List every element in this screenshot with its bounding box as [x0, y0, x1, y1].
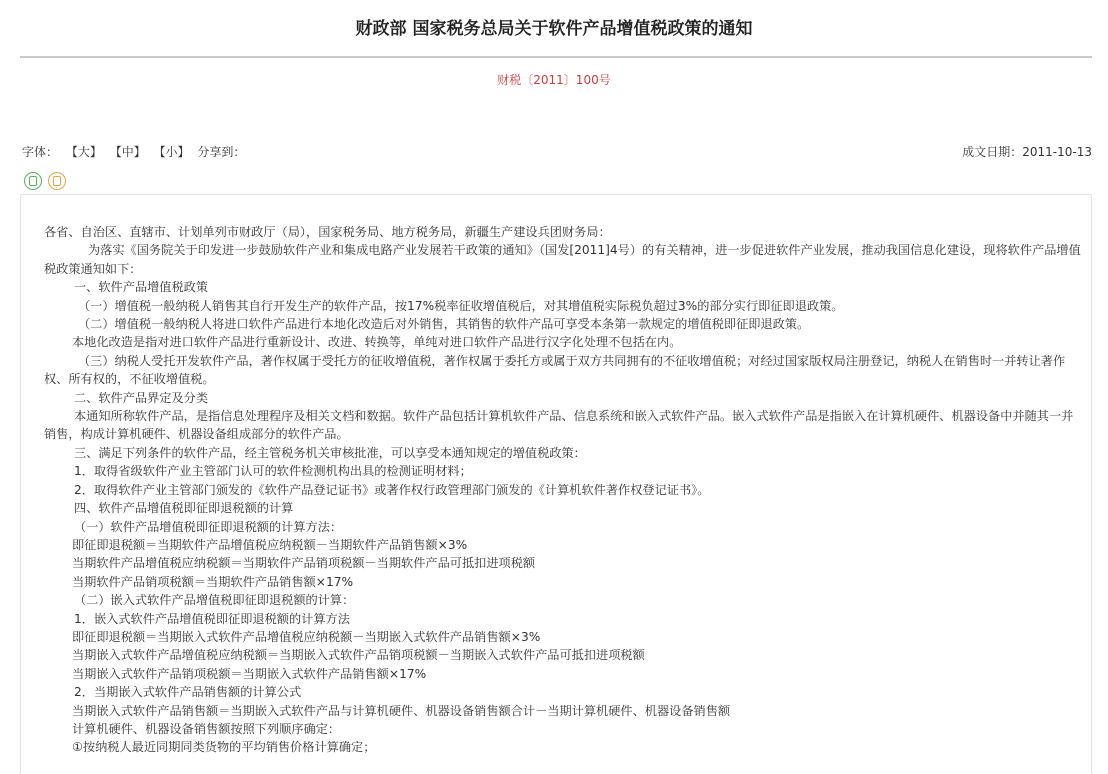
share-icon[interactable] — [48, 172, 66, 190]
title-divider — [20, 56, 1092, 58]
font-medium-link[interactable]: 【中】 — [109, 145, 146, 159]
body-line: 计算机硬件、机器设备销售额按照下列顺序确定： — [72, 721, 341, 736]
body-line: 当期嵌入式软件产品销售额＝当期嵌入式软件产品与计算机硬件、机器设备销售额合计－当期计算机硬件、机器设备销售额 — [72, 703, 731, 718]
share-icons — [24, 172, 72, 194]
body-line: 本通知所称软件产品，是指信息处理程序及相关文档和数据。软件产品包括计算机软件产品、信息系统和嵌入式软件产品。嵌入式软件产品是指嵌入在计算机硬件、机器设备中并随其一并销售，构成计算机硬件、机器设备组成部分的软件产品。 — [44, 409, 1074, 442]
body-line: 二、软件产品界定及分类 — [74, 390, 209, 405]
share-icon[interactable] — [24, 172, 42, 190]
body-line: 1．取得省级软件产业主管部门认可的软件检测机构出具的检测证明材料； — [74, 464, 472, 479]
body-line: 一、软件产品增值税政策 — [74, 280, 209, 295]
body-line: 三、满足下列条件的软件产品，经主管税务机关审核批准，可以享受本通知规定的增值税政策： — [74, 445, 586, 460]
font-large-link[interactable]: 【大】 — [65, 145, 102, 159]
document-body — [44, 223, 1084, 757]
body-line: 当期嵌入式软件产品增值税应纳税额＝当期嵌入式软件产品销项税额－当期嵌入式软件产品可抵扣进项税额 — [72, 648, 645, 663]
body-line: （一）软件产品增值税即征即退税额的计算方法： — [74, 519, 343, 534]
body-line: 1．嵌入式软件产品增值税即征即退税额的计算方法 — [74, 611, 350, 626]
document-number: 财税〔2011〕100号 — [497, 73, 611, 87]
body-line: 为落实《国务院关于印发进一步鼓励软件产业和集成电路产业发展若干政策的通知》（国发[2011]4号）的有关精神，进一步促进软件产业发展，推动我国信息化建设，现将软件产品增值税政策通知如下： — [44, 243, 1081, 276]
font-size-label: 字体： — [22, 145, 59, 159]
body-line: 当期嵌入式软件产品销项税额＝当期嵌入式软件产品销售额×17% — [72, 666, 427, 681]
page-title: 财政部 国家税务总局关于软件产品增值税政策的通知 — [355, 19, 753, 39]
body-line: 2．当期嵌入式软件产品销售额的计算公式 — [74, 685, 302, 700]
body-line: 四、软件产品增值税即征即退税额的计算 — [74, 501, 294, 516]
date-label: 成文日期： — [962, 145, 1023, 159]
font-small-link[interactable]: 【小】 — [153, 145, 190, 159]
share-label: 分享到： — [197, 145, 246, 159]
body-line: 当期软件产品销项税额＝当期软件产品销售额×17% — [72, 574, 354, 589]
body-line: （一）增值税一般纳税人销售其自行开发生产的软件产品，按17%税率征收增值税后，对其增值税实际税负超过3%的部分实行即征即退政策。 — [78, 298, 844, 313]
body-line: 本地化改造是指对进口软件产品进行重新设计、改进、转换等，单纯对进口软件产品进行汉字化处理不包括在内。 — [72, 335, 682, 350]
body-line: 当期软件产品增值税应纳税额＝当期软件产品销项税额－当期软件产品可抵扣进项税额 — [72, 556, 536, 571]
font-size-toolbar — [22, 143, 249, 160]
body-line: （二）嵌入式软件产品增值税即征即退税额的计算： — [74, 593, 355, 608]
body-line: 2．取得软件产业主管部门颁发的《软件产品登记证书》或著作权行政管理部门颁发的《计算机软件著作权登记证书》。 — [74, 482, 710, 497]
publish-date — [962, 143, 1092, 160]
body-line: 即征即退税额＝当期软件产品增值税应纳税额－当期软件产品销售额×3% — [72, 537, 468, 552]
body-line: （三）纳税人受托开发软件产品，著作权属于受托方的征收增值税，著作权属于委托方或属于双方共同拥有的不征收增值税；对经过国家版权局注册登记，纳税人在销售时一并转让著作权、所有权的，不征收增值税。 — [44, 353, 1066, 387]
body-line: （二）增值税一般纳税人将进口软件产品进行本地化改造后对外销售，其销售的软件产品可享受本条第一款规定的增值税即征即退政策。 — [78, 317, 810, 332]
body-line: 即征即退税额＝当期嵌入式软件产品增值税应纳税额－当期嵌入式软件产品销售额×3% — [72, 629, 541, 644]
body-line: ①按纳税人最近同期同类货物的平均销售价格计算确定； — [72, 740, 376, 755]
body-line: 各省、自治区、直辖市、计划单列市财政厅（局），国家税务局、地方税务局，新疆生产建设兵团财务局： — [44, 225, 611, 239]
date-value: 2011-10-13 — [1022, 145, 1092, 159]
